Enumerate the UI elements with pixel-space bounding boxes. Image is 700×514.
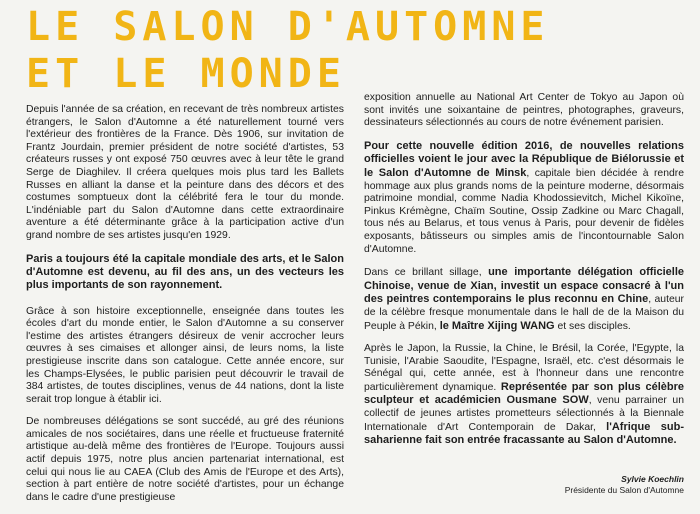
signature-role: Présidente du Salon d'Automne (564, 485, 684, 495)
text: , venu parrainer un collectif de jeunes artistes prometteurs sélectionnés à la Biennale Internationale d'Art Contemporain de Dakar, (364, 395, 684, 433)
bold-text: Représentée par son plus célèbre sculpteur et académicien Ousmane SOW (364, 380, 684, 407)
paragraph: Grâce à son histoire exceptionnelle, enseignée dans toutes les écoles d'art du monde entier, le Salon d'Automne a su conserver l'estime des artistes étrangers désireux de venir accrocher leurs œuvres à ses cimaises et allonger ainsi, de leurs noms, la liste prestigieuse inscrite dans son catalogue. Cette année encore, sur les Champs-Elysées, le public parisien peut découvrir le travail de 384 artistes, de toutes disciplines, venus de 44 nations, dont la liste serait trop longue à établir ici. (26, 305, 344, 405)
bold-text: l'Afrique sub-saharienne fait son entrée fracassante au Salon d'Automne. (364, 420, 684, 447)
paragraph (364, 343, 684, 448)
title-line-2: ET LE MONDE (26, 51, 346, 97)
article-title (26, 4, 549, 98)
paragraph: Depuis l'année de sa création, en recevant de très nombreux artistes étrangers, le Salon d'Automne a été naturellement tourné vers l'extérieur des frontières de la France. Dès 1906, sur invitation de Frantz Jourdain, premier président de notre société d'artistes, 53 créateurs russes y ont exposé 750 œuvres avec à leur tête le grand Serge de Diaghilev. Il créera quelques mois plus tard les Ballets Russes en alliant la danse et la peinture dans des décors et des costumes somptueux dont la célébrité fera le tour du monde. L'indéniable part du Salon d'Automne dans cette extraordinaire aventure a été déterminante grâce à la participation active d'un grand nombre de ses artistes jusqu'en 1929. (26, 104, 344, 241)
right-column (364, 92, 684, 458)
paragraph (364, 140, 684, 256)
text: et ses disciples. (554, 320, 631, 332)
bold-text: Pour cette nouvelle édition 2016, de nouvelles relations officielles voient le jour avec la République de Biélorussie et le Salon d'Automne de Minsk (364, 139, 684, 179)
text: Après le Japon, la Russie, la Chine, le Brésil, la Corée, l'Egypte, la Tunisie, l'Arabie Saoudite, l'Espagne, Israël, etc. c'est désormais le Sénégal qui, cette année, est à l'honneur dans une rencontre particulièrement dynamique. (364, 343, 684, 393)
paragraph: exposition annuelle au National Art Center de Tokyo au Japon où sont invités une soixantaine de peintres, photographes, graveurs, dessinateurs sélectionnés au cours de notre événement parisien. (364, 92, 684, 129)
bold-text: une importante délégation officielle Chinoise, venue de Xian, investit un espace consacré à l'un des peintres contemporains le plus reconnu en Chine (364, 266, 684, 306)
title-line-1: LE SALON D'AUTOMNE (26, 4, 550, 50)
paragraph (364, 266, 684, 333)
text: , auteur de la célèbre fresque monumentale dans le hall de de la Maison du Peuple à Pékin, (364, 294, 684, 332)
highlight-paragraph: Paris a toujours été la capitale mondiale des arts, et le Salon d'Automne est devenu, au fil des ans, un des vecteurs les plus importants de son rayonnement. (26, 252, 344, 291)
paragraph: De nombreuses délégations se sont succédé, au gré des réunions amicales de nos sociétaires, dans une réelle et fructueuse fraternité artistique au-delà même des frontières de l'Europe. Toujours aussi actif depuis 1975, notre plus ancien partenariat international, est celui qui nous lie au CAEA (Club des Amis de l'Europe et des Arts), section à part entière de notre société d'artistes, pour un échange dans le cadre d'une prestigieuse (26, 416, 344, 503)
text: Dans ce brillant sillage, (364, 267, 489, 279)
left-column (26, 104, 344, 514)
text: , capitale bien décidée à rendre hommage aux plus grands noms de la peinture moderne, désormais patrimoine mondial, comme Nadia Khodossievitch, Michel Kikoïne, Pinkus Krémègne, Chaïm Soutine, Ossip Zadkine ou Marc Chagall, tous nés au Belarus, et tous venus à Paris, pour devenir de fidèles exposants, bâtisseurs ou simples amis de l'incontournable Salon d'Automne. (364, 167, 684, 255)
signature-name: Sylvie Koechlin (621, 474, 684, 484)
bold-text: le Maître Xijing WANG (439, 319, 555, 332)
signature (565, 474, 684, 496)
